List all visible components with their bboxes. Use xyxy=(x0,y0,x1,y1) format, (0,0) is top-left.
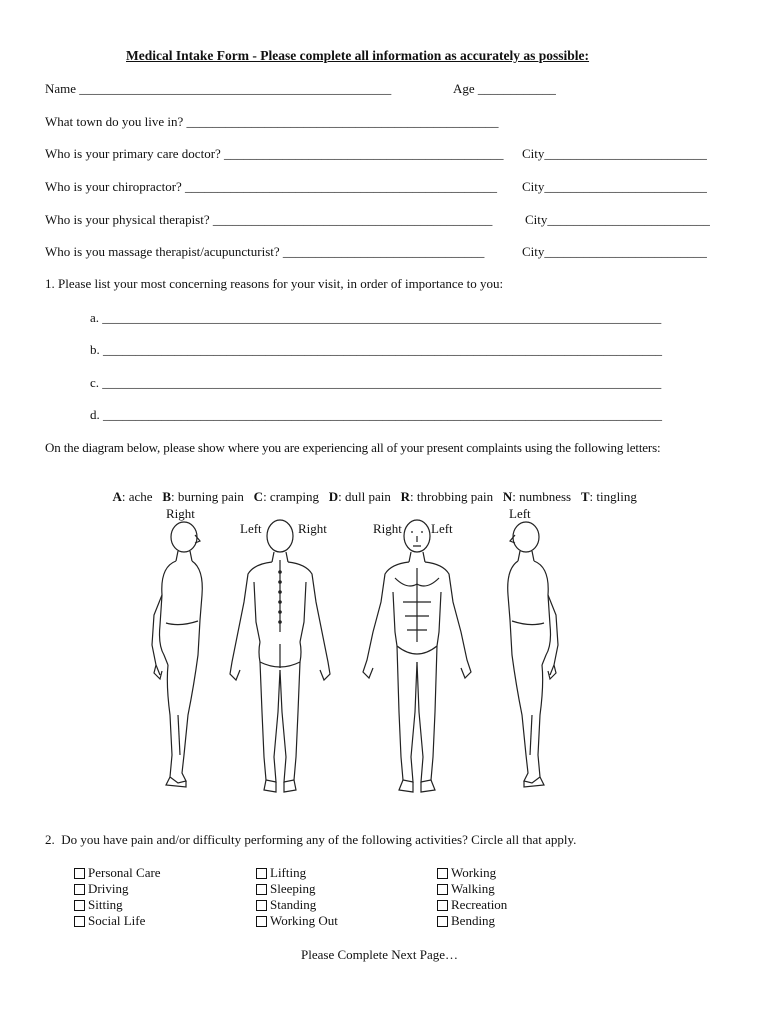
front-view-right-label: Right xyxy=(373,521,402,536)
front-view-left-label: Left xyxy=(431,521,453,536)
body-side-view-left[interactable] xyxy=(492,515,572,795)
physical-therapist-field[interactable]: Who is your physical therapist? ___________________________________________ xyxy=(45,212,493,227)
legend-letter-n: N xyxy=(502,489,513,504)
standing-checkbox[interactable] xyxy=(256,900,267,911)
body-front-view[interactable] xyxy=(355,512,480,802)
form-title: Medical Intake Form - Please complete all information as accurately as possible: xyxy=(126,48,590,63)
walking-checkbox[interactable] xyxy=(437,884,448,895)
working-checkbox[interactable] xyxy=(437,868,448,879)
activity-walking[interactable] xyxy=(437,881,507,897)
activity-label: Lifting xyxy=(270,865,307,880)
side-view-left-label: Left xyxy=(509,506,531,521)
activity-bending[interactable] xyxy=(437,913,507,929)
massage-therapist-field[interactable]: Who is you massage therapist/acupuncturist? _______________________________ xyxy=(45,244,485,259)
legend-letter-c: C xyxy=(253,489,264,504)
back-view-right-label: Right xyxy=(298,521,327,536)
activity-social-life[interactable] xyxy=(74,913,161,929)
footer-next-page: Please Complete Next Page… xyxy=(301,947,459,962)
activity-recreation[interactable] xyxy=(437,897,507,913)
lifting-checkbox[interactable] xyxy=(256,868,267,879)
q2-prompt: 2. Do you have pain and/or difficulty performing any of the following activities? Circle all that apply. xyxy=(45,832,577,847)
activity-label: Sitting xyxy=(88,897,123,912)
legend-text-n: : numbness xyxy=(512,489,572,504)
legend-letter-a: A xyxy=(112,489,122,504)
town-field[interactable]: What town do you live in? ________________________________________________ xyxy=(45,114,499,129)
working-out-checkbox[interactable] xyxy=(256,916,267,927)
activity-label: Recreation xyxy=(451,897,508,912)
primary-care-city-field[interactable]: City_________________________ xyxy=(522,146,707,161)
activity-lifting[interactable] xyxy=(256,865,338,881)
activity-personal-care[interactable] xyxy=(74,865,161,881)
diagram-instruction: On the diagram below, please show where you are experiencing all of your present complaints using the following letters: xyxy=(45,440,661,455)
legend-letter-b: B xyxy=(162,489,171,504)
activity-label: Driving xyxy=(88,881,129,896)
q1-prompt: 1. Please list your most concerning reasons for your visit, in order of importance to you: xyxy=(45,276,504,291)
primary-care-field[interactable]: Who is your primary care doctor? ___________________________________________ xyxy=(45,146,504,161)
social-life-checkbox[interactable] xyxy=(74,916,85,927)
activity-label: Personal Care xyxy=(88,865,161,880)
activity-label: Walking xyxy=(451,881,495,896)
q1-line-a[interactable]: a. ______________________________________________________________________________________ xyxy=(90,310,662,325)
sitting-checkbox[interactable] xyxy=(74,900,85,911)
activity-column-1 xyxy=(74,865,161,929)
recreation-checkbox[interactable] xyxy=(437,900,448,911)
legend-text-d: : dull pain xyxy=(338,489,391,504)
activity-label: Working xyxy=(451,865,497,880)
activity-column-2 xyxy=(256,865,338,929)
activity-label: Sleeping xyxy=(270,881,316,896)
physical-therapist-city-field[interactable]: City_________________________ xyxy=(525,212,710,227)
age-field[interactable]: Age ____________ xyxy=(453,81,556,96)
legend-letter-r: R xyxy=(400,489,411,504)
bending-checkbox[interactable] xyxy=(437,916,448,927)
activity-standing[interactable] xyxy=(256,897,338,913)
activity-sleeping[interactable] xyxy=(256,881,338,897)
personal-care-checkbox[interactable] xyxy=(74,868,85,879)
driving-checkbox[interactable] xyxy=(74,884,85,895)
activity-label: Working Out xyxy=(270,913,338,928)
chiropractor-city-field[interactable]: City_________________________ xyxy=(522,179,707,194)
activity-label: Bending xyxy=(451,913,496,928)
legend-text-b: : burning pain xyxy=(170,489,244,504)
activity-column-3 xyxy=(437,865,507,929)
body-side-view-right[interactable] xyxy=(140,515,220,795)
name-field[interactable]: Name ________________________________________________ xyxy=(45,81,392,96)
activity-label: Social Life xyxy=(88,913,146,928)
legend-letter-t: T xyxy=(580,489,590,504)
legend-text-a: : ache xyxy=(121,489,153,504)
q1-line-c[interactable]: c. ______________________________________________________________________________________ xyxy=(90,375,662,390)
legend-text-r: : throbbing pain xyxy=(410,489,494,504)
legend-text-t: : tingling xyxy=(589,489,637,504)
chiropractor-field[interactable]: Who is your chiropractor? ________________________________________________ xyxy=(45,179,498,194)
body-back-view[interactable] xyxy=(220,512,340,802)
side-view-right-label: Right xyxy=(166,506,195,521)
sleeping-checkbox[interactable] xyxy=(256,884,267,895)
legend-letter-d: D xyxy=(328,489,339,504)
q1-line-d[interactable]: d. ______________________________________________________________________________________ xyxy=(90,407,662,422)
massage-therapist-city-field[interactable]: City_________________________ xyxy=(522,244,707,259)
activity-driving[interactable] xyxy=(74,881,161,897)
activity-sitting[interactable] xyxy=(74,897,161,913)
diagram-legend xyxy=(106,473,637,505)
activity-label: Standing xyxy=(270,897,317,912)
activity-working-out[interactable] xyxy=(256,913,338,929)
back-view-left-label: Left xyxy=(240,521,262,536)
q1-line-b[interactable]: b. ______________________________________________________________________________________ xyxy=(90,342,662,357)
legend-text-c: : cramping xyxy=(263,489,320,504)
activity-working[interactable] xyxy=(437,865,507,881)
